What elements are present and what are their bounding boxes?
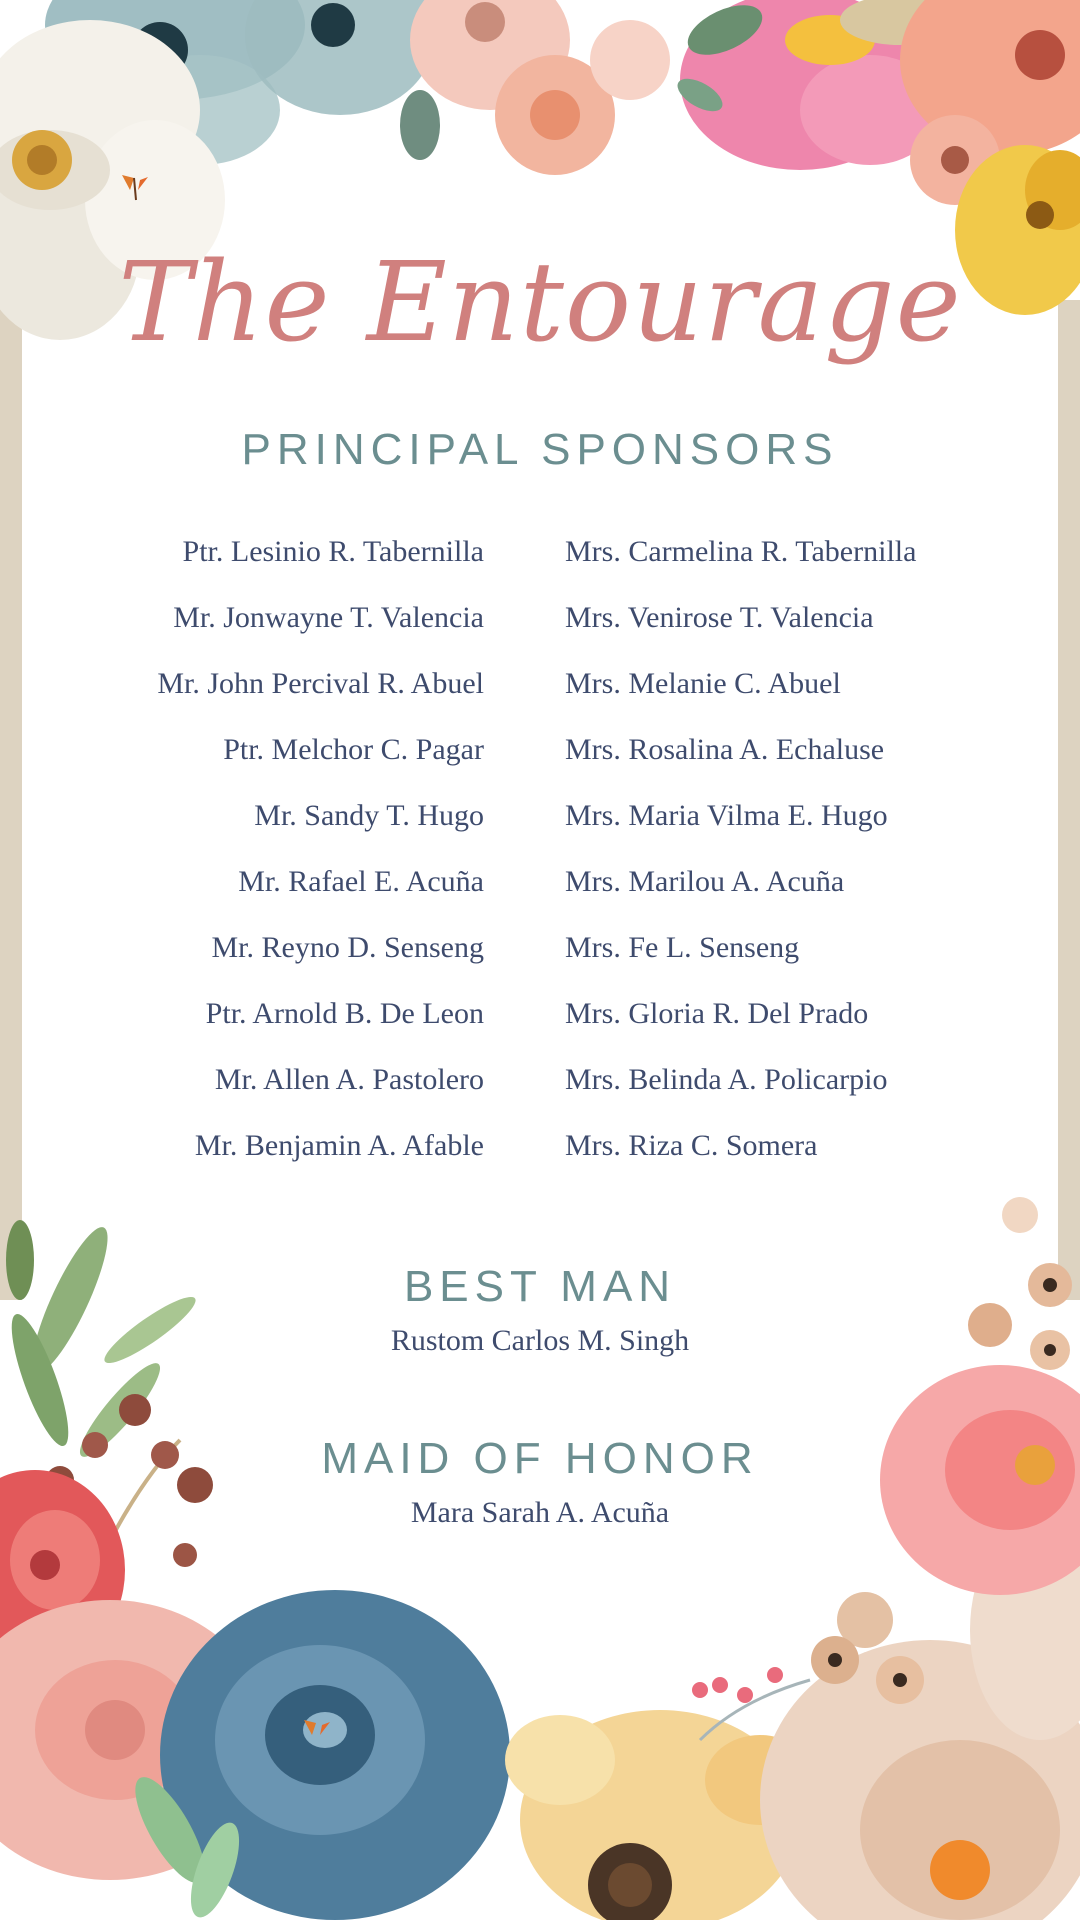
pink-dahlia-icon xyxy=(880,1365,1080,1595)
sponsors-right-column xyxy=(565,530,916,1190)
list-item: Mrs. Venirose T. Valencia xyxy=(565,601,874,634)
list-item: Mr. Allen A. Pastolero xyxy=(214,1063,484,1096)
list-item: Mr. Jonwayne T. Valencia xyxy=(173,601,484,634)
list-item: Mrs. Rosalina A. Echaluse xyxy=(565,733,885,766)
leaf-branch-icon xyxy=(1,1220,202,1465)
list-item: Mrs. Riza C. Somera xyxy=(565,1129,818,1162)
list-item: Mr. Reyno D. Senseng xyxy=(211,931,484,964)
maid-of-honor-heading: MAID OF HONOR xyxy=(321,1434,759,1483)
page-title: The Entourage xyxy=(118,238,962,366)
best-man-name: Rustom Carlos M. Singh xyxy=(390,1324,690,1357)
list-item: Mr. Rafael E. Acuña xyxy=(238,865,484,898)
maid-of-honor-name: Mara Sarah A. Acuña xyxy=(410,1496,670,1529)
list-item: Mrs. Gloria R. Del Prado xyxy=(565,997,869,1030)
peach-rose-icon xyxy=(410,0,670,175)
best-man-heading: BEST MAN xyxy=(403,1262,677,1311)
list-item: Mrs. Carmelina R. Tabernilla xyxy=(565,535,917,568)
list-item: Mrs. Melanie C. Abuel xyxy=(565,667,841,700)
bottom-floral-decoration xyxy=(0,1180,1080,1920)
principal-sponsors-heading: PRINCIPAL SPONSORS xyxy=(241,425,839,474)
list-item: Mr. John Percival R. Abuel xyxy=(157,667,484,700)
list-item: Mr. Benjamin A. Afable xyxy=(194,1129,484,1162)
list-item: Ptr. Melchor C. Pagar xyxy=(223,733,484,766)
list-item: Mrs. Maria Vilma E. Hugo xyxy=(565,799,888,832)
list-item: Mr. Sandy T. Hugo xyxy=(254,799,484,832)
list-item: Ptr. Arnold B. De Leon xyxy=(205,997,484,1030)
list-item: Mrs. Marilou A. Acuña xyxy=(565,865,845,898)
list-item: Ptr. Lesinio R. Tabernilla xyxy=(182,535,484,568)
list-item: Mrs. Fe L. Senseng xyxy=(565,931,800,964)
sponsors-left-column xyxy=(157,530,484,1190)
list-item: Mrs. Belinda A. Policarpio xyxy=(565,1063,888,1096)
